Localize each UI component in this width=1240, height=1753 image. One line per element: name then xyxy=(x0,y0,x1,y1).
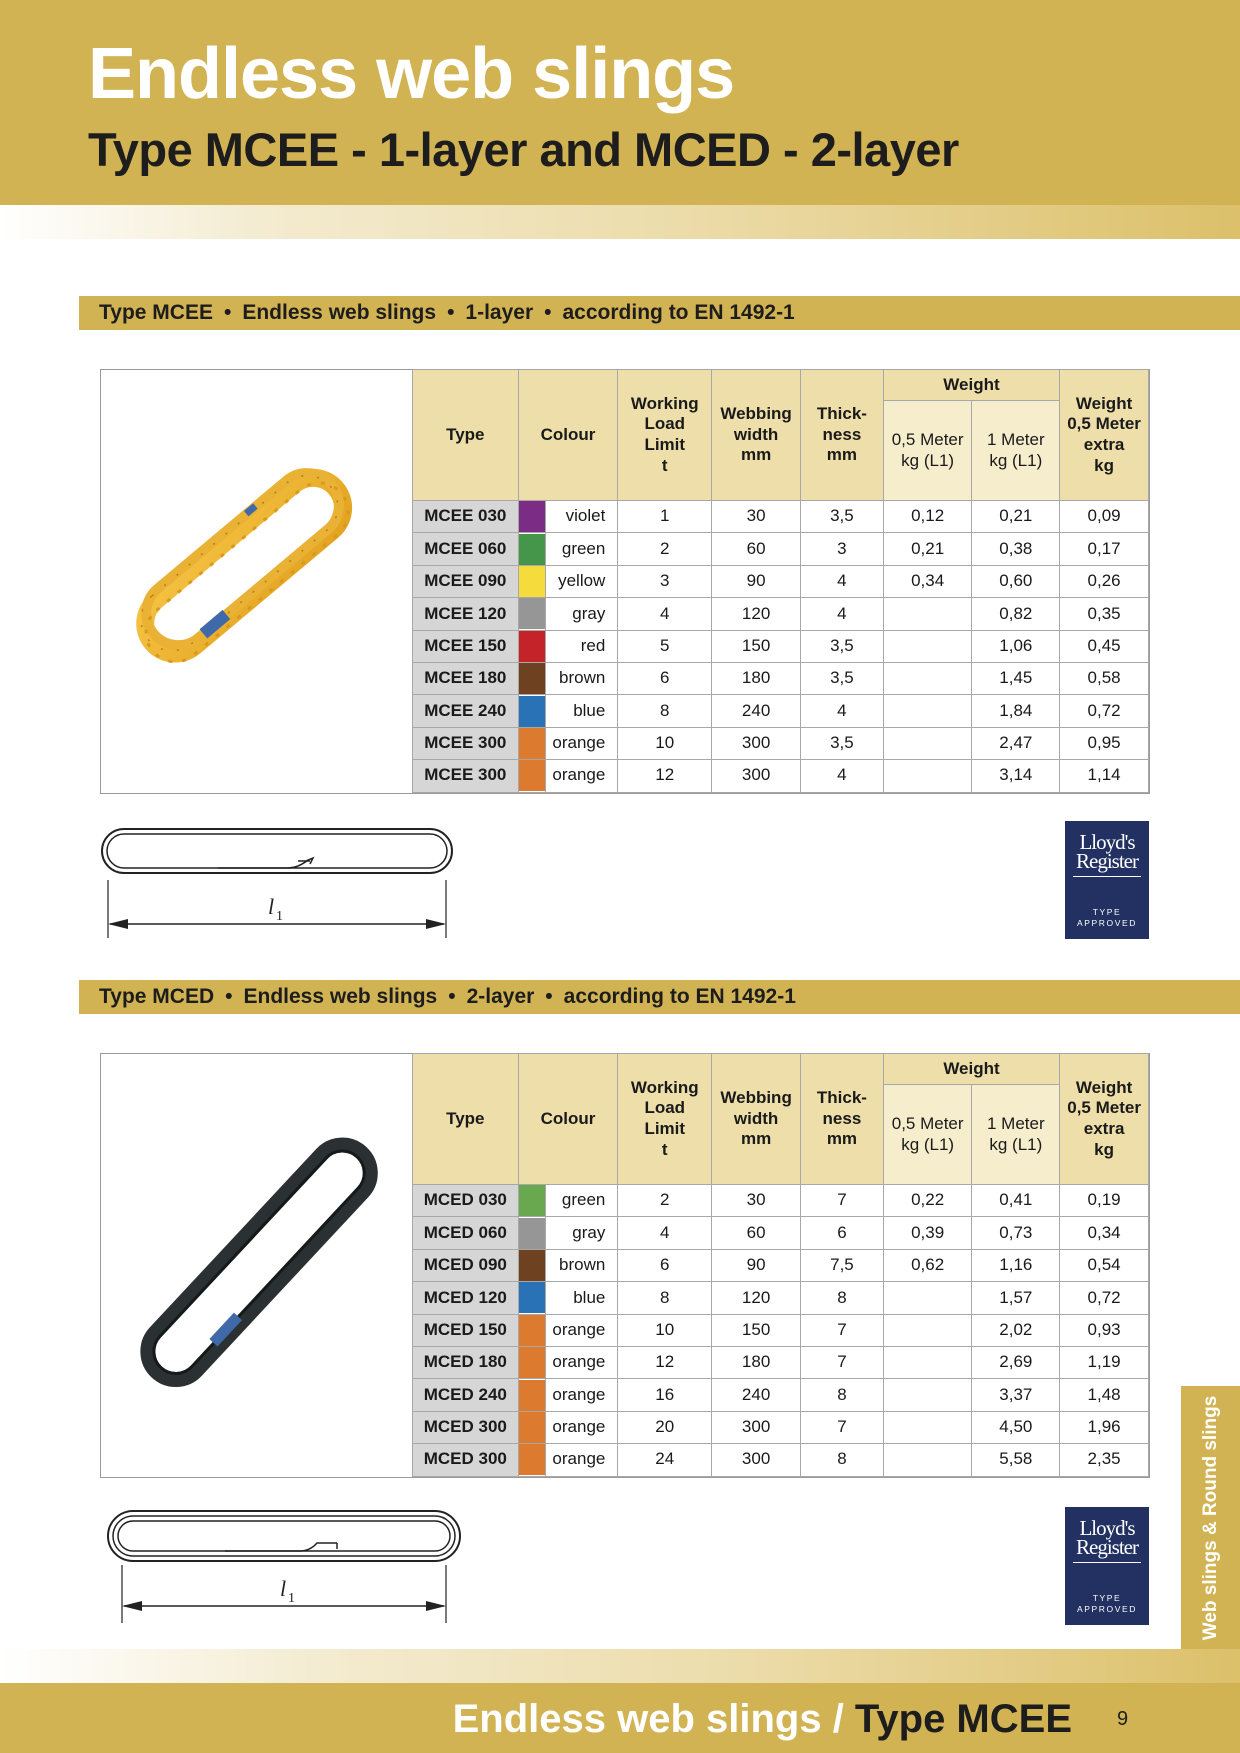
half-meter-weight-cell xyxy=(883,1379,972,1411)
section-standard: according to EN 1492-1 xyxy=(563,985,796,1008)
table-row xyxy=(413,1314,1149,1346)
width-cell: 90 xyxy=(712,565,801,597)
separator: • xyxy=(545,985,553,1008)
colour-swatch xyxy=(518,1314,546,1346)
extra-weight-cell: 0,17 xyxy=(1060,533,1149,565)
col-wll: Working Load Limit t xyxy=(618,370,712,501)
type-cell: MCEE 090 xyxy=(413,565,519,597)
section-type: Type MCED xyxy=(99,985,215,1008)
one-meter-weight-cell: 1,57 xyxy=(972,1282,1060,1314)
extra-weight-cell: 0,72 xyxy=(1060,695,1149,727)
wll-cell: 12 xyxy=(618,1346,712,1378)
one-meter-weight-cell: 0,38 xyxy=(972,533,1060,565)
width-cell: 150 xyxy=(712,630,801,662)
thickness-cell: 7 xyxy=(801,1346,884,1378)
colour-cell: orange xyxy=(546,1411,618,1443)
wll-cell: 16 xyxy=(618,1379,712,1411)
one-meter-weight-cell: 0,73 xyxy=(972,1217,1060,1249)
thickness-cell: 6 xyxy=(801,1217,884,1249)
type-cell: MCED 120 xyxy=(413,1282,519,1314)
side-tab-label: Web slings & Round slings xyxy=(1199,1395,1221,1641)
wll-cell: 8 xyxy=(618,1282,712,1314)
separator: • xyxy=(544,301,552,324)
section-standard: according to EN 1492-1 xyxy=(562,301,795,324)
colour-swatch xyxy=(518,1411,546,1443)
colour-cell: orange xyxy=(546,1314,618,1346)
half-meter-weight-cell xyxy=(883,695,972,727)
type-cell: MCEE 300 xyxy=(413,760,519,792)
width-cell: 150 xyxy=(712,1314,801,1346)
half-meter-weight-cell xyxy=(883,1411,972,1443)
wll-cell: 3 xyxy=(618,565,712,597)
width-cell: 30 xyxy=(712,501,801,533)
one-meter-weight-cell: 4,50 xyxy=(972,1411,1060,1443)
extra-weight-cell: 0,93 xyxy=(1060,1314,1149,1346)
width-cell: 120 xyxy=(712,1282,801,1314)
width-cell: 90 xyxy=(712,1249,801,1281)
section-bar-mced xyxy=(79,980,1240,1014)
separator: • xyxy=(447,301,455,324)
separator: • xyxy=(223,301,232,324)
sling-length-diagram-2layer xyxy=(105,1505,465,1625)
one-meter-weight-cell: 0,60 xyxy=(972,565,1060,597)
table-row xyxy=(413,1249,1149,1281)
table-row xyxy=(413,598,1149,630)
col-weight-group: Weight xyxy=(883,370,1059,401)
length-subscript: 1 xyxy=(276,909,283,924)
half-meter-weight-cell: 0,62 xyxy=(883,1249,972,1281)
type-cell: MCEE 180 xyxy=(413,662,519,694)
section-layer: 1-layer xyxy=(465,301,534,324)
colour-cell: orange xyxy=(546,727,618,759)
separator: • xyxy=(448,985,456,1008)
width-cell: 180 xyxy=(712,662,801,694)
colour-swatch xyxy=(518,1217,546,1249)
thickness-cell: 4 xyxy=(801,598,884,630)
one-meter-weight-cell: 1,45 xyxy=(972,662,1060,694)
colour-swatch xyxy=(518,1346,546,1378)
length-label: l xyxy=(280,1576,287,1601)
col-extra: Weight 0,5 Meter extra kg xyxy=(1060,370,1149,501)
extra-weight-cell: 0,95 xyxy=(1060,727,1149,759)
colour-swatch xyxy=(518,695,546,727)
colour-swatch xyxy=(518,630,546,662)
table-row xyxy=(413,533,1149,565)
width-cell: 240 xyxy=(712,695,801,727)
yellow-web-sling-photo xyxy=(102,371,412,792)
one-meter-weight-cell: 0,41 xyxy=(972,1185,1060,1217)
wll-cell: 6 xyxy=(618,662,712,694)
colour-swatch xyxy=(518,501,546,533)
half-meter-weight-cell xyxy=(883,630,972,662)
col-wll: Working Load Limit t xyxy=(618,1054,712,1185)
section-type: Type MCEE xyxy=(99,301,213,324)
colour-cell: orange xyxy=(546,1379,618,1411)
section-bar-mcee xyxy=(79,296,1240,330)
sling-length-diagram xyxy=(98,820,458,940)
colour-cell: yellow xyxy=(546,565,618,597)
extra-weight-cell: 1,19 xyxy=(1060,1346,1149,1378)
half-meter-weight-cell xyxy=(883,598,972,630)
one-meter-weight-cell: 1,06 xyxy=(972,630,1060,662)
wll-cell: 10 xyxy=(618,1314,712,1346)
col-type: Type xyxy=(413,370,519,501)
thickness-cell: 7 xyxy=(801,1314,884,1346)
extra-weight-cell: 0,35 xyxy=(1060,598,1149,630)
half-meter-weight-cell xyxy=(883,662,972,694)
type-cell: MCEE 150 xyxy=(413,630,519,662)
colour-cell: green xyxy=(546,1185,618,1217)
one-meter-weight-cell: 5,58 xyxy=(972,1444,1060,1476)
one-meter-weight-cell: 3,37 xyxy=(972,1379,1060,1411)
section-desc: Endless web slings xyxy=(242,301,437,324)
thickness-cell: 4 xyxy=(801,565,884,597)
length-label: l xyxy=(268,894,275,919)
extra-weight-cell: 0,19 xyxy=(1060,1185,1149,1217)
thickness-cell: 3,5 xyxy=(801,501,884,533)
type-cell: MCED 300 xyxy=(413,1444,519,1476)
half-meter-weight-cell: 0,22 xyxy=(883,1185,972,1217)
thickness-cell: 3,5 xyxy=(801,662,884,694)
half-meter-weight-cell xyxy=(883,727,972,759)
thickness-cell: 7 xyxy=(801,1185,884,1217)
width-cell: 300 xyxy=(712,1411,801,1443)
wll-cell: 5 xyxy=(618,630,712,662)
extra-weight-cell: 0,58 xyxy=(1060,662,1149,694)
table-row xyxy=(413,1444,1149,1476)
half-meter-weight-cell xyxy=(883,760,972,792)
colour-swatch xyxy=(518,727,546,759)
thickness-cell: 3,5 xyxy=(801,727,884,759)
half-meter-weight-cell: 0,34 xyxy=(883,565,972,597)
colour-swatch xyxy=(518,662,546,694)
colour-cell: orange xyxy=(546,760,618,792)
extra-weight-cell: 0,45 xyxy=(1060,630,1149,662)
table-row xyxy=(413,662,1149,694)
extra-weight-cell: 0,34 xyxy=(1060,1217,1149,1249)
colour-cell: green xyxy=(546,533,618,565)
col-half-meter: 0,5 Meter kg (L1) xyxy=(883,1085,972,1185)
one-meter-weight-cell: 3,14 xyxy=(972,760,1060,792)
colour-swatch xyxy=(518,1379,546,1411)
thickness-cell: 8 xyxy=(801,1282,884,1314)
type-cell: MCEE 240 xyxy=(413,695,519,727)
one-meter-weight-cell: 2,02 xyxy=(972,1314,1060,1346)
table-row xyxy=(413,565,1149,597)
colour-cell: orange xyxy=(546,1346,618,1378)
type-cell: MCED 300 xyxy=(413,1411,519,1443)
black-web-sling-photo xyxy=(102,1055,412,1476)
wll-cell: 8 xyxy=(618,695,712,727)
extra-weight-cell: 1,96 xyxy=(1060,1411,1149,1443)
colour-swatch xyxy=(518,565,546,597)
table-row xyxy=(413,695,1149,727)
colour-cell: blue xyxy=(546,1282,618,1314)
table-row xyxy=(413,1217,1149,1249)
table-row xyxy=(413,1185,1149,1217)
col-one-meter: 1 Meter kg (L1) xyxy=(972,401,1060,501)
length-subscript: 1 xyxy=(288,1591,295,1606)
colour-cell: red xyxy=(546,630,618,662)
mced-spec-table xyxy=(412,1053,1149,1477)
colour-cell: gray xyxy=(546,1217,618,1249)
table-row xyxy=(413,501,1149,533)
extra-weight-cell: 1,14 xyxy=(1060,760,1149,792)
type-cell: MCEE 060 xyxy=(413,533,519,565)
wll-cell: 6 xyxy=(618,1249,712,1281)
header-gradient xyxy=(0,205,1240,239)
mced-table-frame xyxy=(100,1053,1150,1478)
width-cell: 120 xyxy=(712,598,801,630)
extra-weight-cell: 0,26 xyxy=(1060,565,1149,597)
thickness-cell: 7 xyxy=(801,1411,884,1443)
half-meter-weight-cell: 0,21 xyxy=(883,533,972,565)
half-meter-weight-cell xyxy=(883,1444,972,1476)
col-extra: Weight 0,5 Meter extra kg xyxy=(1060,1054,1149,1185)
colour-swatch xyxy=(518,760,546,792)
page-number: 9 xyxy=(1117,1708,1129,1730)
table-row xyxy=(413,760,1149,792)
thickness-cell: 8 xyxy=(801,1379,884,1411)
col-type: Type xyxy=(413,1054,519,1185)
extra-weight-cell: 2,35 xyxy=(1060,1444,1149,1476)
table-row xyxy=(413,1346,1149,1378)
extra-weight-cell: 1,48 xyxy=(1060,1379,1149,1411)
table-row xyxy=(413,727,1149,759)
width-cell: 30 xyxy=(712,1185,801,1217)
col-weight-group: Weight xyxy=(883,1054,1059,1085)
width-cell: 180 xyxy=(712,1346,801,1378)
width-cell: 300 xyxy=(712,760,801,792)
thickness-cell: 4 xyxy=(801,760,884,792)
page-title: Endless web slings xyxy=(88,34,735,114)
col-one-meter: 1 Meter kg (L1) xyxy=(972,1085,1060,1185)
table-row xyxy=(413,1411,1149,1443)
footer-gradient xyxy=(0,1649,1240,1683)
colour-cell: brown xyxy=(546,662,618,694)
thickness-cell: 3 xyxy=(801,533,884,565)
half-meter-weight-cell: 0,39 xyxy=(883,1217,972,1249)
type-cell: MCED 090 xyxy=(413,1249,519,1281)
col-colour: Colour xyxy=(518,1054,618,1185)
col-width: Webbing width mm xyxy=(712,1054,801,1185)
one-meter-weight-cell: 2,47 xyxy=(972,727,1060,759)
wll-cell: 10 xyxy=(618,727,712,759)
colour-swatch xyxy=(518,533,546,565)
type-cell: MCEE 030 xyxy=(413,501,519,533)
half-meter-weight-cell xyxy=(883,1346,972,1378)
half-meter-weight-cell xyxy=(883,1314,972,1346)
thickness-cell: 7,5 xyxy=(801,1249,884,1281)
side-section-tab[interactable] xyxy=(1181,1386,1240,1650)
type-cell: MCED 240 xyxy=(413,1379,519,1411)
mcee-spec-table xyxy=(412,369,1149,793)
section-layer: 2-layer xyxy=(466,985,535,1008)
colour-cell: violet xyxy=(546,501,618,533)
wll-cell: 1 xyxy=(618,501,712,533)
col-colour: Colour xyxy=(518,370,618,501)
table-row xyxy=(413,1379,1149,1411)
lloyds-register-logo: Lloyd's Register TYPE APPROVED xyxy=(1065,1507,1149,1625)
colour-swatch xyxy=(518,1444,546,1476)
width-cell: 60 xyxy=(712,533,801,565)
wll-cell: 20 xyxy=(618,1411,712,1443)
wll-cell: 2 xyxy=(618,533,712,565)
width-cell: 300 xyxy=(712,727,801,759)
width-cell: 300 xyxy=(712,1444,801,1476)
extra-weight-cell: 0,54 xyxy=(1060,1249,1149,1281)
half-meter-weight-cell xyxy=(883,1282,972,1314)
colour-swatch xyxy=(518,1185,546,1217)
width-cell: 240 xyxy=(712,1379,801,1411)
colour-cell: gray xyxy=(546,598,618,630)
colour-cell: brown xyxy=(546,1249,618,1281)
extra-weight-cell: 0,09 xyxy=(1060,501,1149,533)
type-cell: MCED 030 xyxy=(413,1185,519,1217)
one-meter-weight-cell: 1,16 xyxy=(972,1249,1060,1281)
type-cell: MCED 150 xyxy=(413,1314,519,1346)
width-cell: 60 xyxy=(712,1217,801,1249)
col-thickness: Thick- ness mm xyxy=(801,370,884,501)
one-meter-weight-cell: 2,69 xyxy=(972,1346,1060,1378)
colour-swatch xyxy=(518,598,546,630)
mcee-table-frame xyxy=(100,369,1150,794)
wll-cell: 4 xyxy=(618,1217,712,1249)
thickness-cell: 8 xyxy=(801,1444,884,1476)
table-row xyxy=(413,630,1149,662)
thickness-cell: 3,5 xyxy=(801,630,884,662)
type-cell: MCEE 300 xyxy=(413,727,519,759)
wll-cell: 4 xyxy=(618,598,712,630)
col-width: Webbing width mm xyxy=(712,370,801,501)
colour-cell: orange xyxy=(546,1444,618,1476)
type-cell: MCED 180 xyxy=(413,1346,519,1378)
lloyds-register-logo: Lloyd's Register TYPE APPROVED xyxy=(1065,821,1149,939)
section-desc: Endless web slings xyxy=(243,985,438,1008)
separator: • xyxy=(225,985,233,1008)
type-cell: MCED 060 xyxy=(413,1217,519,1249)
table-row xyxy=(413,1282,1149,1314)
wll-cell: 12 xyxy=(618,760,712,792)
one-meter-weight-cell: 0,82 xyxy=(972,598,1060,630)
one-meter-weight-cell: 0,21 xyxy=(972,501,1060,533)
extra-weight-cell: 0,72 xyxy=(1060,1282,1149,1314)
colour-swatch xyxy=(518,1249,546,1281)
wll-cell: 24 xyxy=(618,1444,712,1476)
colour-swatch xyxy=(518,1282,546,1314)
type-cell: MCEE 120 xyxy=(413,598,519,630)
thickness-cell: 4 xyxy=(801,695,884,727)
wll-cell: 2 xyxy=(618,1185,712,1217)
col-thickness: Thick- ness mm xyxy=(801,1054,884,1185)
footer-title: Endless web slings / Type MCEE xyxy=(452,1697,1072,1741)
col-half-meter: 0,5 Meter kg (L1) xyxy=(883,401,972,501)
page-subtitle: Type MCEE - 1-layer and MCED - 2-layer xyxy=(88,123,959,176)
half-meter-weight-cell: 0,12 xyxy=(883,501,972,533)
colour-cell: blue xyxy=(546,695,618,727)
one-meter-weight-cell: 1,84 xyxy=(972,695,1060,727)
